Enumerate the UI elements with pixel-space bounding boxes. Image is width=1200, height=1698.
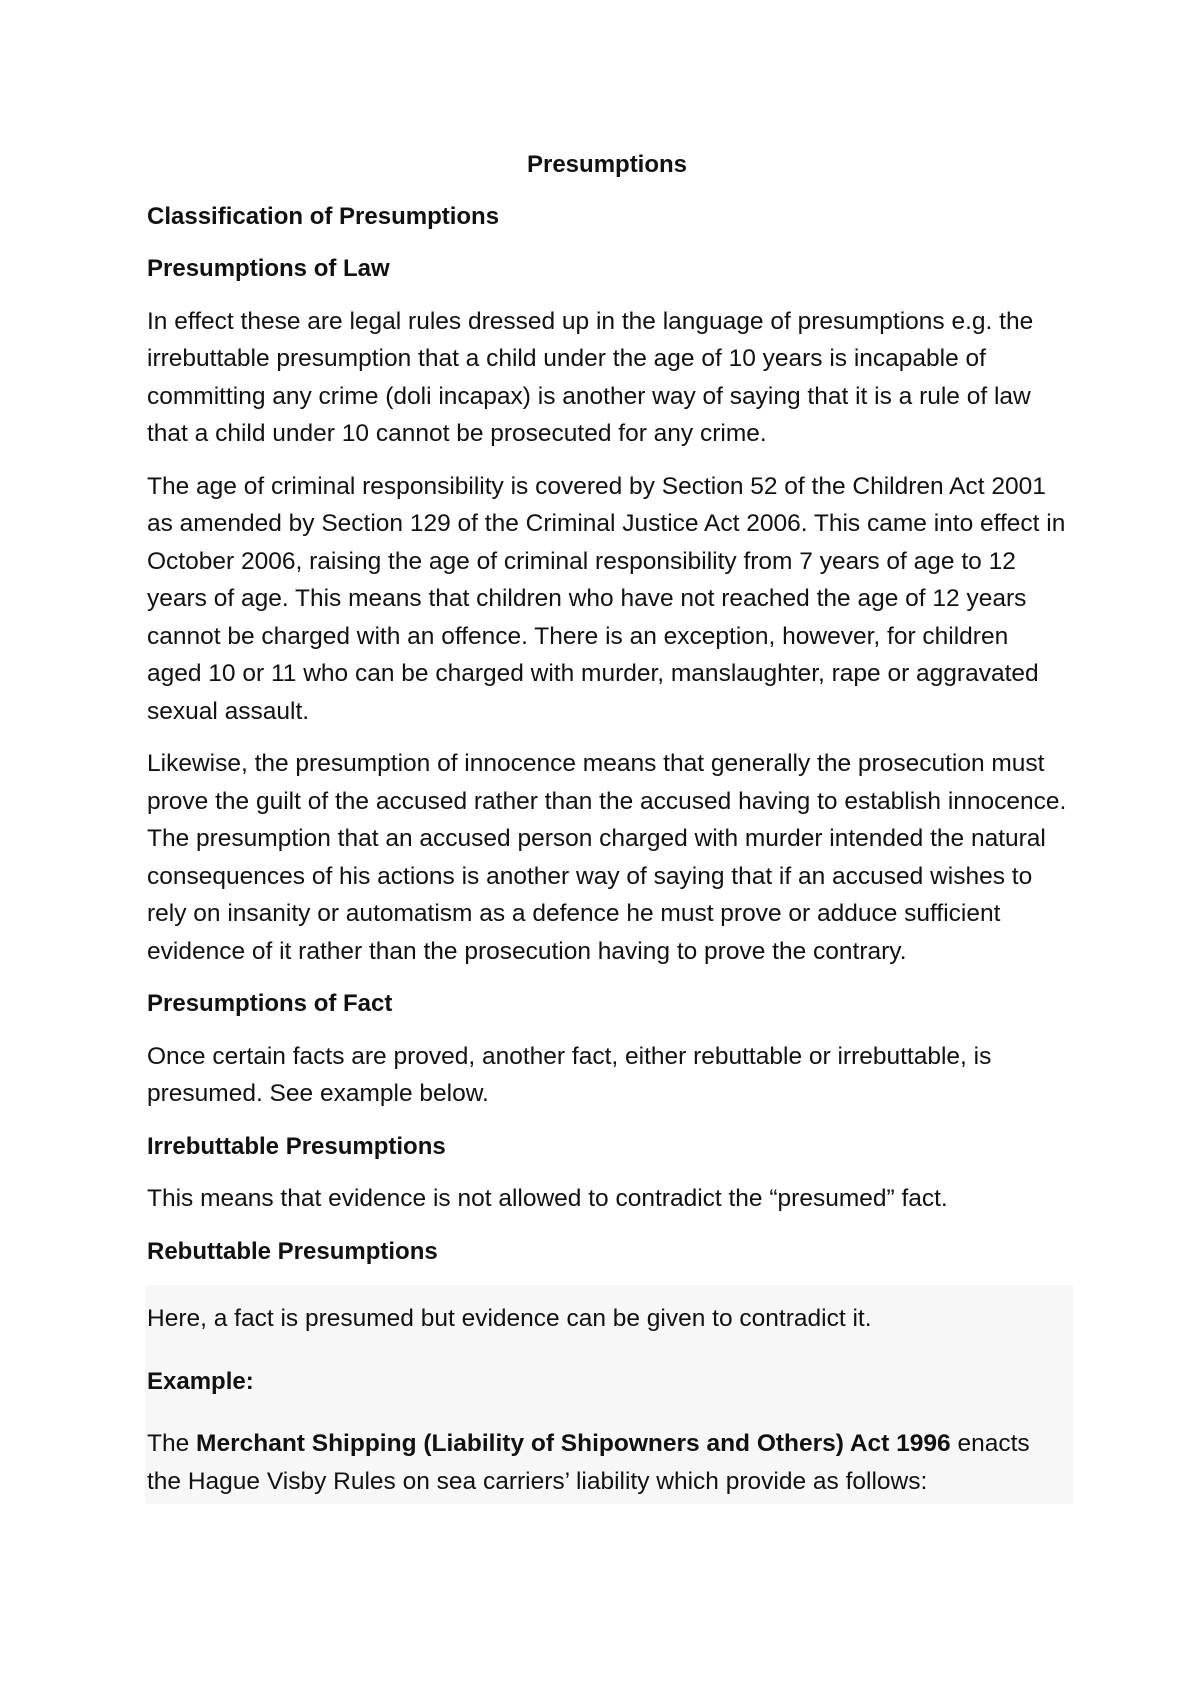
example-suffix: enacts the Hague Visby Rules on sea carriers’ liability which provide as follows: bbox=[147, 1430, 1030, 1495]
example-paragraph bbox=[147, 1425, 1067, 1500]
spacer bbox=[147, 1285, 1067, 1300]
presumptions-of-law-heading: Presumptions of Law bbox=[147, 255, 390, 282]
rebuttable-heading: Rebuttable Presumptions bbox=[147, 1237, 438, 1265]
act-name: Merchant Shipping (Liability of Shipowners and Others) Act 1996 bbox=[196, 1430, 951, 1457]
presumptions-of-fact-heading: Presumptions of Fact bbox=[147, 990, 393, 1017]
shaded-example-block bbox=[145, 1285, 1073, 1504]
example-prefix: The bbox=[147, 1430, 197, 1457]
irrebuttable-paragraph: This means that evidence is not allowed to contradict the “presumed” fact. bbox=[147, 1185, 948, 1212]
example-heading: Example: bbox=[147, 1367, 254, 1395]
rebuttable-paragraph: Here, a fact is presumed but evidence can be given to contradict it. bbox=[147, 1305, 872, 1332]
classification-heading: Classification of Presumptions bbox=[147, 202, 500, 230]
law-paragraph-3: Likewise, the presumption of innocence means that generally the prosecution must prove the guilt of the accused rather than the accused having to establish innocence. The presumption that an accused person charged with murder intended the natural consequences of his actions is another way of saying that if an accused wishes to rely on insanity or automatism as a defence he must prove or adduce sufficient evidence of it rather than the prosecution having to prove the contrary. bbox=[147, 750, 1067, 965]
fact-paragraph: Once certain facts are proved, another fact, either rebuttable or irrebuttable, is presumed. See example below. bbox=[147, 1042, 992, 1107]
law-paragraph-2: The age of criminal responsibility is covered by Section 52 of the Children Act 2001 as amended by Section 129 of the Criminal Justice Act 2006. This came into effect in October 2006, raising the age of criminal responsibility from 7 years of age to 12 years of age. This means that children who have not reached the age of 12 years cannot be charged with an offence. There is an exception, however, for children aged 10 or 11 who can be charged with murder, manslaughter, rape or aggravated sexual assault. bbox=[147, 472, 1066, 725]
spacer bbox=[147, 1400, 1067, 1425]
spacer bbox=[147, 1338, 1067, 1363]
law-paragraph-1: In effect these are legal rules dressed up in the language of presumptions e.g. the irrebuttable presumption that a child under the age of 10 years is incapable of committing any crime (doli incapax) is another way of saying that it is a rule of law that a child under 10 cannot be prosecuted for any crime. bbox=[147, 307, 1034, 447]
irrebuttable-heading: Irrebuttable Presumptions bbox=[147, 1132, 446, 1160]
page-title: Presumptions bbox=[526, 151, 688, 178]
document-body bbox=[147, 140, 1067, 1504]
